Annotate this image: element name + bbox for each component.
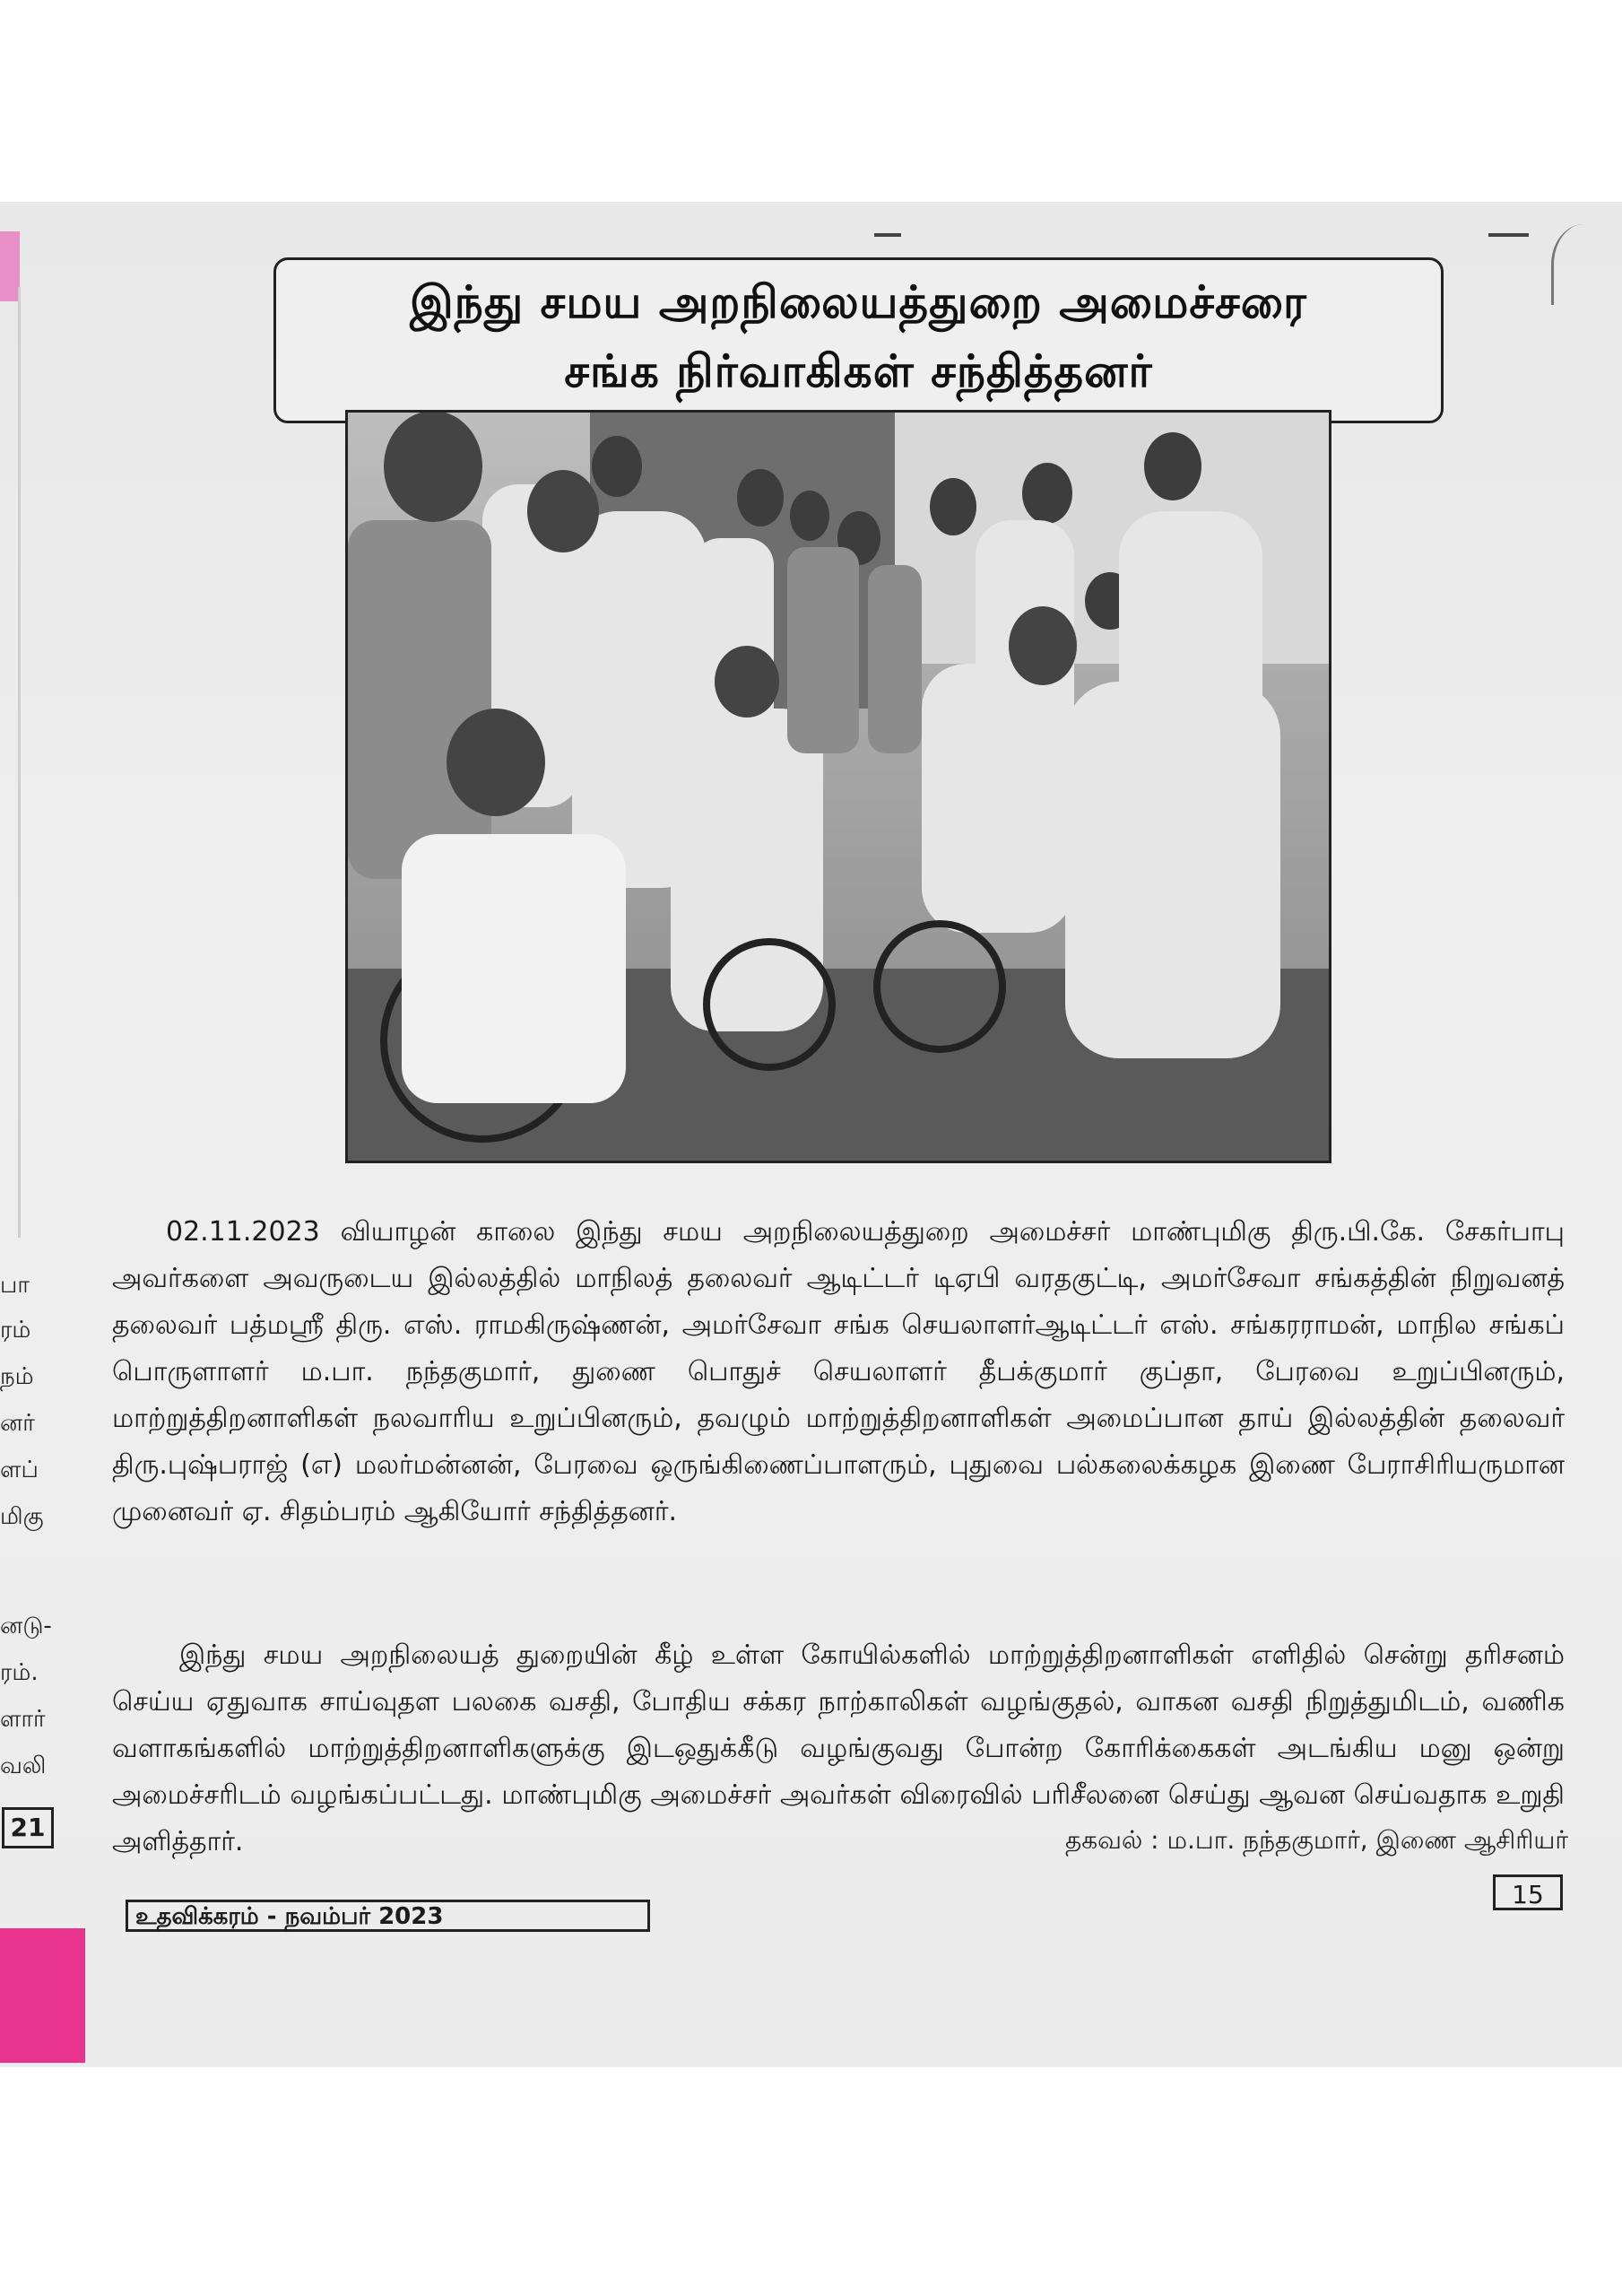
- source-credit: தகவல் : ம.பா. நந்தகுமார், இணை ஆசிரியர்: [1065, 1825, 1568, 1855]
- pink-tab-bottom: [0, 1928, 85, 2063]
- article-paragraph-1: 02.11.2023 வியாழன் காலை இந்து சமய அறநிலையத்துறை அமைச்சர் மாண்புமிகு திரு.பி.கே. சேகர்பாபு அவர்களை அவருடைய இல்லத்தில் மாநிலத் தலைவர் ஆடிட்டர் டிஏபி வரதகுட்டி, அமர்சேவா சங்கத்தின் நிறுவனத் தலைவர் பத்மஸ்ரீ திரு. எஸ். ராமகிருஷ்ணன், அமர்சேவா சங்க செயலாளர்ஆடிட்டர் எஸ். சங்கரராமன், மாநில சங்கப் பொருளாளர் ம.பா. நந்தகுமார், துணை பொதுச் செயலாளர் தீபக்குமார் குப்தா, பேரவை உறுப்பினரும், மாற்றுத்திறனாளிகள் நலவாரிய உறுப்பினரும், தவழும் மாற்றுத்திறனாளிகள் அமைப்பான தாய் இல்லத்தின் தலைவர் திரு.புஷ்பராஜ் (எ) மலர்மன்னன், பேரவை ஒருங்கிணைப்பாளரும், புதுவை பல்கலைக்கழக இணை பேராசிரியருமான முனைவர் ஏ. சிதம்பரம் ஆகியோர் சந்தித்தனர்.: [112, 1216, 1565, 1527]
- left-fragment: வலி: [0, 1752, 47, 1779]
- headline-line-1: இந்து சமய அறநிலையத்துறை அமைச்சரை: [410, 276, 1307, 328]
- left-page-number: 21: [2, 1807, 54, 1848]
- left-fragment: நம்: [0, 1363, 34, 1390]
- pink-tab-top: [0, 231, 20, 301]
- left-fragment: ளார்: [0, 1706, 46, 1733]
- news-photo: [345, 410, 1331, 1163]
- left-fragment: னடு-: [0, 1613, 52, 1639]
- headline-line-2: சங்க நிர்வாகிகள் சந்தித்தனர்: [564, 345, 1153, 397]
- left-fragment: ளப்: [0, 1457, 39, 1483]
- publication-footer: உதவிக்கரம் - நவம்பர் 2023: [126, 1900, 650, 1932]
- print-mark: [874, 233, 901, 237]
- left-fragment: ரம்.: [0, 1659, 39, 1686]
- print-mark: [1488, 233, 1529, 237]
- page-curl: [1551, 224, 1617, 305]
- left-fragment: ரம்: [0, 1317, 31, 1344]
- left-fragment: மிகு: [0, 1503, 44, 1530]
- article-paragraph-2: இந்து சமய அறநிலையத் துறையின் கீழ் உள்ள கோயில்களில் மாற்றுத்திறனாளிகள் எளிதில் சென்று தரிசனம் செய்ய ஏதுவாக சாய்வுதள பலகை வசதி, போதிய சக்கர நாற்காலிகள் வழங்குதல், வாகன வசதி நிறுத்துமிடம், வணிக வளாகங்களில் மாற்றுத்திறனாளிகளுக்கு இடஒதுக்கீடு வழங்குவது போன்ற கோரிக்கைகள் அடங்கிய மனு ஒன்று அமைச்சரிடம் வழங்கப்பட்டது. மாண்புமிகு அமைச்சர் அவர்கள் விரைவில் பரிசீலனை செய்து ஆவன செய்வதாக உறுதி அளித்தார்.: [112, 1639, 1565, 1857]
- headline-box: [273, 257, 1444, 423]
- left-fragment: பா: [0, 1272, 30, 1299]
- photo-illustration: [348, 413, 1329, 1161]
- page-gutter: [18, 287, 21, 1238]
- page-number: 15: [1493, 1874, 1563, 1910]
- left-fragment: னர்: [0, 1410, 35, 1437]
